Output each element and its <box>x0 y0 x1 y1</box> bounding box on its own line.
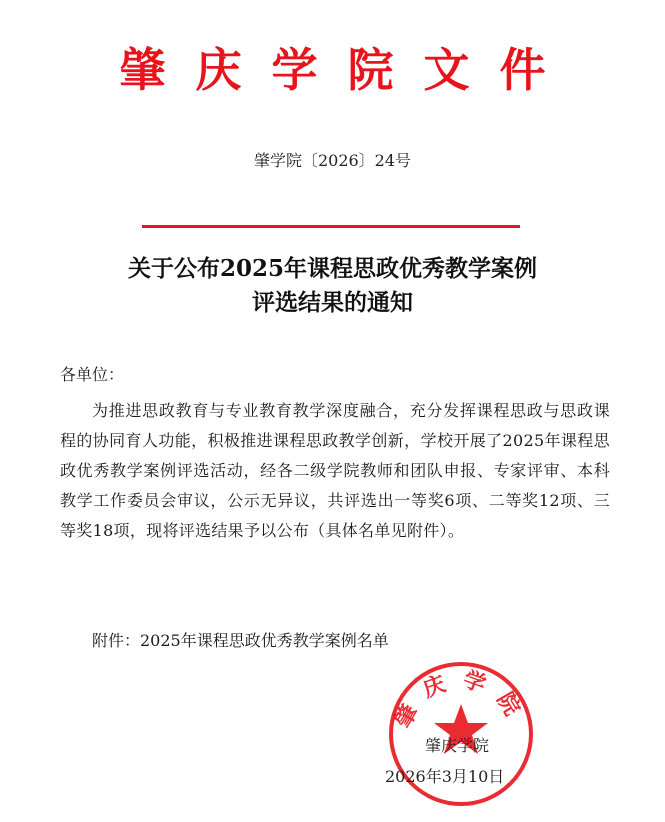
seal-text: 肇庆学院 <box>389 666 533 733</box>
notice-title-line-1: 关于公布2025年课程思政优秀教学案例 <box>127 255 537 282</box>
signer-organization: 肇庆学院 <box>425 736 490 755</box>
red-divider-line <box>142 225 520 228</box>
document-header-title: 肇庆学院文件 <box>119 43 576 97</box>
notice-title-line-2: 评选结果的通知 <box>252 289 413 316</box>
salutation: 各单位： <box>60 365 125 384</box>
notice-title <box>0 252 665 320</box>
attachment-link[interactable]: 附件：2025年课程思政优秀教学案例名单 <box>92 631 389 650</box>
notice-body-paragraph: 为推进思政教育与专业教育教学深度融合，充分发挥课程思政与思政课程的协同育人功能，积极推进课程思政教学创新，学校开展了2025年课程思政优秀教学案例评选活动，经各二级学院教师和团队申报、专家评审、本科教学工作委员会审议，公示无异议，共评选出一等奖6项、二等奖12项、三等奖18项，现将评选结果予以公布（具体名单见附件）。 <box>60 401 610 540</box>
signature-date: 2026年3月10日 <box>385 767 505 786</box>
document-number: 肇学院〔2026〕24号 <box>253 151 412 170</box>
